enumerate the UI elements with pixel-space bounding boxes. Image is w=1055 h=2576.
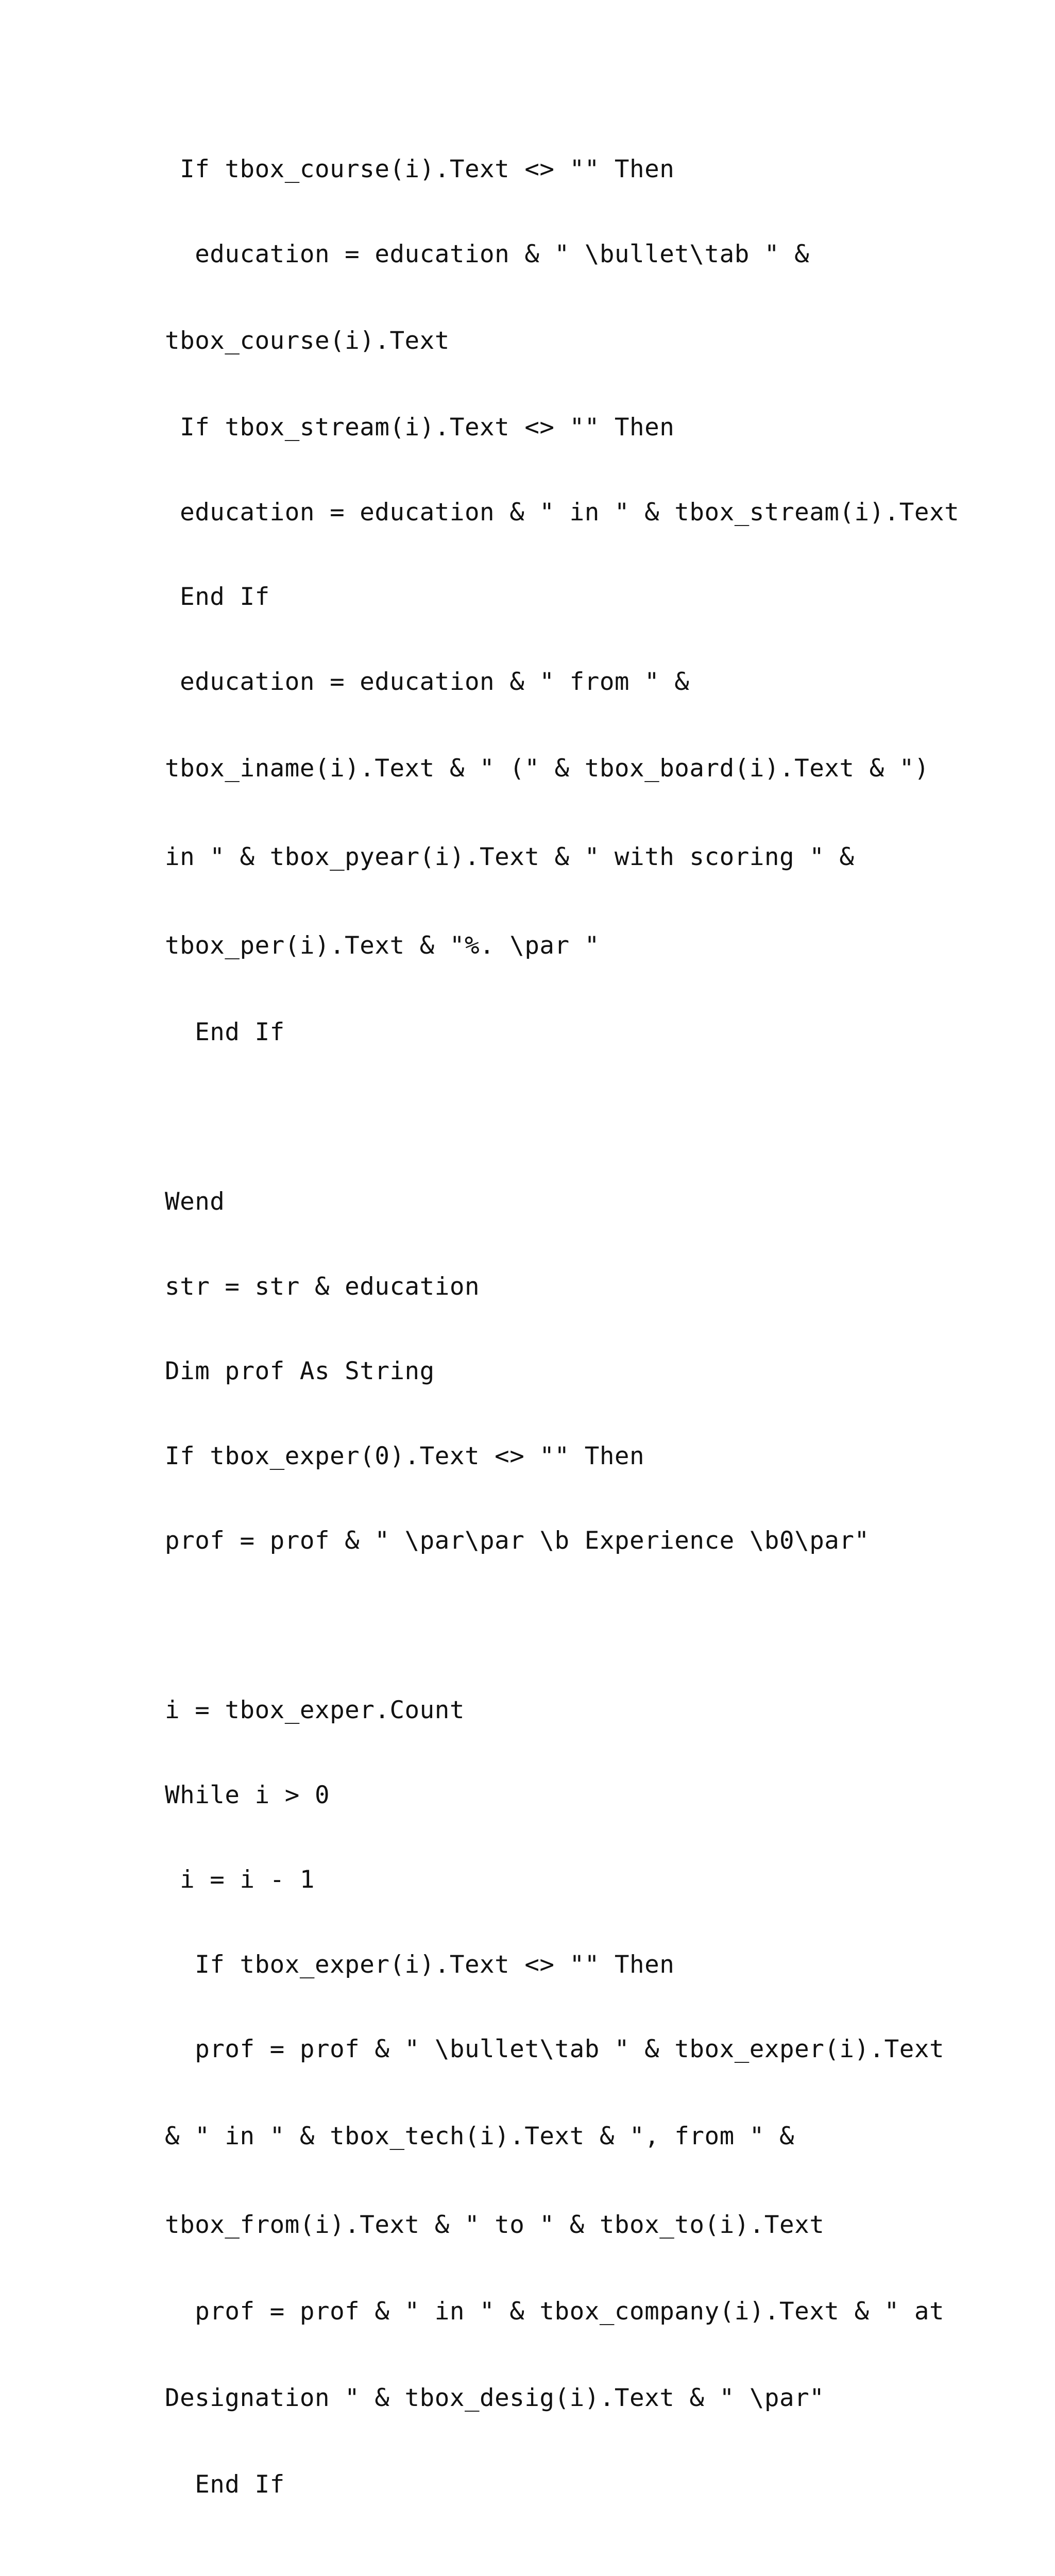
code-line: tbox_iname(i).Text & " (" & tbox_board(i).Text & ") xyxy=(165,753,968,785)
code-line: tbox_per(i).Text & "%. \par " xyxy=(165,930,968,962)
code-line: prof = prof & " \bullet\tab " & tbox_exper(i).Text xyxy=(165,2036,968,2064)
blank-line xyxy=(165,2556,968,2576)
blank-line xyxy=(165,1104,968,1132)
code-line: While i > 0 xyxy=(165,1782,968,1810)
code-line: If tbox_stream(i).Text <> "" Then xyxy=(165,414,968,442)
code-line: tbox_course(i).Text xyxy=(165,325,968,357)
blank-line xyxy=(165,1612,968,1640)
code-line: education = education & " from " & xyxy=(165,668,968,697)
code-line: Wend xyxy=(165,1188,968,1216)
code-line: prof = prof & " in " & tbox_company(i).Text & " at xyxy=(165,2298,968,2326)
code-block xyxy=(165,99,968,2576)
code-line: education = education & " \bullet\tab " & xyxy=(165,241,968,269)
code-line: Designation " & tbox_desig(i).Text & " \par" xyxy=(165,2382,968,2414)
code-line: If tbox_exper(0).Text <> "" Then xyxy=(165,1443,968,1471)
code-line: i = i - 1 xyxy=(165,1866,968,1894)
code-line: End If xyxy=(165,1019,968,1047)
code-line: in " & tbox_pyear(i).Text & " with scoring " & xyxy=(165,841,968,873)
code-line: education = education & " in " & tbox_stream(i).Text xyxy=(165,499,968,527)
code-line: If tbox_course(i).Text <> "" Then xyxy=(165,156,968,184)
code-line: & " in " & tbox_tech(i).Text & ", from " & xyxy=(165,2121,968,2153)
code-line: prof = prof & " \par\par \b Experience \b0\par" xyxy=(165,1527,968,1555)
code-line: tbox_from(i).Text & " to " & tbox_to(i).Text xyxy=(165,2209,968,2241)
code-line: If tbox_exper(i).Text <> "" Then xyxy=(165,1951,968,1979)
code-line: Dim prof As String xyxy=(165,1358,968,1386)
code-line: str = str & education xyxy=(165,1273,968,1301)
code-line: End If xyxy=(165,2471,968,2499)
code-line: End If xyxy=(165,583,968,612)
code-line: i = tbox_exper.Count xyxy=(165,1697,968,1725)
